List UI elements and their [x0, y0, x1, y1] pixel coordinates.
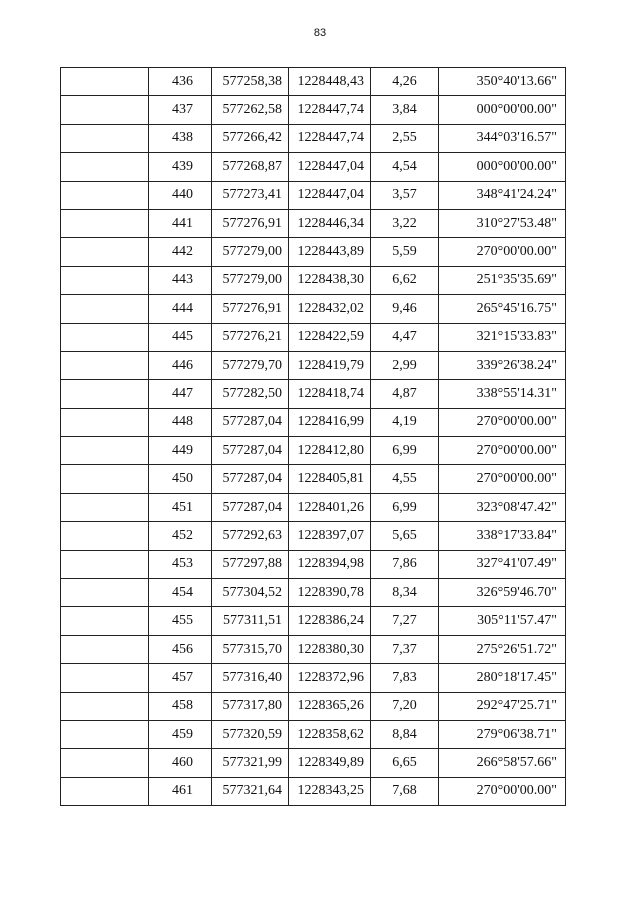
direction-angle-cell: 251°35'35.69" — [439, 266, 566, 294]
point-number-cell: 453 — [149, 550, 212, 578]
y-coordinate-cell: 1228447,04 — [289, 181, 371, 209]
blank-cell — [61, 266, 149, 294]
table-row — [61, 181, 566, 209]
direction-angle-cell: 348°41'24.24" — [439, 181, 566, 209]
page-number: 83 — [313, 27, 327, 39]
blank-cell — [61, 153, 149, 181]
x-coordinate-cell: 577268,87 — [212, 153, 289, 181]
x-coordinate-cell: 577258,38 — [212, 68, 289, 96]
distance-cell: 5,59 — [371, 238, 439, 266]
direction-angle-cell: 000°00'00.00" — [439, 153, 566, 181]
direction-angle-cell: 326°59'46.70" — [439, 579, 566, 607]
x-coordinate-cell: 577276,21 — [212, 323, 289, 351]
blank-cell — [61, 522, 149, 550]
distance-cell: 4,26 — [371, 68, 439, 96]
x-coordinate-cell: 577317,80 — [212, 692, 289, 720]
y-coordinate-cell: 1228380,30 — [289, 635, 371, 663]
table-row — [61, 153, 566, 181]
x-coordinate-cell: 577279,70 — [212, 351, 289, 379]
table-row — [61, 777, 566, 805]
blank-cell — [61, 295, 149, 323]
point-number-cell: 454 — [149, 579, 212, 607]
distance-cell: 3,57 — [371, 181, 439, 209]
direction-angle-cell: 310°27'53.48" — [439, 209, 566, 237]
point-number-cell: 449 — [149, 437, 212, 465]
y-coordinate-cell: 1228401,26 — [289, 493, 371, 521]
direction-angle-cell: 338°17'33.84" — [439, 522, 566, 550]
distance-cell: 4,55 — [371, 465, 439, 493]
table-row — [61, 437, 566, 465]
blank-cell — [61, 96, 149, 124]
x-coordinate-cell: 577276,91 — [212, 295, 289, 323]
y-coordinate-cell: 1228447,04 — [289, 153, 371, 181]
blank-cell — [61, 579, 149, 607]
y-coordinate-cell: 1228412,80 — [289, 437, 371, 465]
distance-cell: 8,84 — [371, 720, 439, 748]
x-coordinate-cell: 577279,00 — [212, 238, 289, 266]
x-coordinate-cell: 577321,99 — [212, 749, 289, 777]
distance-cell: 2,99 — [371, 351, 439, 379]
distance-cell: 7,27 — [371, 607, 439, 635]
point-number-cell: 458 — [149, 692, 212, 720]
point-number-cell: 437 — [149, 96, 212, 124]
direction-angle-cell: 266°58'57.66" — [439, 749, 566, 777]
x-coordinate-cell: 577297,88 — [212, 550, 289, 578]
distance-cell: 4,19 — [371, 408, 439, 436]
direction-angle-cell: 279°06'38.71" — [439, 720, 566, 748]
y-coordinate-cell: 1228372,96 — [289, 664, 371, 692]
point-number-cell: 441 — [149, 209, 212, 237]
x-coordinate-cell: 577320,59 — [212, 720, 289, 748]
blank-cell — [61, 664, 149, 692]
blank-cell — [61, 749, 149, 777]
x-coordinate-cell: 577266,42 — [212, 124, 289, 152]
direction-angle-cell: 270°00'00.00" — [439, 777, 566, 805]
point-number-cell: 457 — [149, 664, 212, 692]
x-coordinate-cell: 577304,52 — [212, 579, 289, 607]
distance-cell: 8,34 — [371, 579, 439, 607]
y-coordinate-cell: 1228422,59 — [289, 323, 371, 351]
table-row — [61, 522, 566, 550]
x-coordinate-cell: 577273,41 — [212, 181, 289, 209]
distance-cell: 3,22 — [371, 209, 439, 237]
blank-cell — [61, 777, 149, 805]
point-number-cell: 444 — [149, 295, 212, 323]
y-coordinate-cell: 1228386,24 — [289, 607, 371, 635]
distance-cell: 7,86 — [371, 550, 439, 578]
x-coordinate-cell: 577287,04 — [212, 437, 289, 465]
point-number-cell: 452 — [149, 522, 212, 550]
direction-angle-cell: 305°11'57.47" — [439, 607, 566, 635]
direction-angle-cell: 275°26'51.72" — [439, 635, 566, 663]
table-row — [61, 493, 566, 521]
y-coordinate-cell: 1228447,74 — [289, 124, 371, 152]
direction-angle-cell: 339°26'38.24" — [439, 351, 566, 379]
distance-cell: 9,46 — [371, 295, 439, 323]
table-row — [61, 124, 566, 152]
distance-cell: 2,55 — [371, 124, 439, 152]
direction-angle-cell: 292°47'25.71" — [439, 692, 566, 720]
blank-cell — [61, 408, 149, 436]
blank-cell — [61, 493, 149, 521]
distance-cell: 4,47 — [371, 323, 439, 351]
direction-angle-cell: 280°18'17.45" — [439, 664, 566, 692]
table-row — [61, 720, 566, 748]
distance-cell: 6,65 — [371, 749, 439, 777]
y-coordinate-cell: 1228416,99 — [289, 408, 371, 436]
y-coordinate-cell: 1228447,74 — [289, 96, 371, 124]
table-row — [61, 295, 566, 323]
table-row — [61, 692, 566, 720]
y-coordinate-cell: 1228448,43 — [289, 68, 371, 96]
x-coordinate-cell: 577282,50 — [212, 380, 289, 408]
blank-cell — [61, 68, 149, 96]
y-coordinate-cell: 1228349,89 — [289, 749, 371, 777]
distance-cell: 6,99 — [371, 493, 439, 521]
direction-angle-cell: 344°03'16.57" — [439, 124, 566, 152]
direction-angle-cell: 323°08'47.42" — [439, 493, 566, 521]
point-number-cell: 459 — [149, 720, 212, 748]
direction-angle-cell: 270°00'00.00" — [439, 238, 566, 266]
point-number-cell: 455 — [149, 607, 212, 635]
table-row — [61, 607, 566, 635]
x-coordinate-cell: 577315,70 — [212, 635, 289, 663]
direction-angle-cell: 265°45'16.75" — [439, 295, 566, 323]
blank-cell — [61, 380, 149, 408]
x-coordinate-cell: 577287,04 — [212, 493, 289, 521]
table-row — [61, 96, 566, 124]
direction-angle-cell: 321°15'33.83" — [439, 323, 566, 351]
x-coordinate-cell: 577316,40 — [212, 664, 289, 692]
table-row — [61, 408, 566, 436]
blank-cell — [61, 209, 149, 237]
y-coordinate-cell: 1228365,26 — [289, 692, 371, 720]
distance-cell: 4,54 — [371, 153, 439, 181]
blank-cell — [61, 323, 149, 351]
distance-cell: 5,65 — [371, 522, 439, 550]
blank-cell — [61, 181, 149, 209]
point-number-cell: 446 — [149, 351, 212, 379]
distance-cell: 7,37 — [371, 635, 439, 663]
table-row — [61, 266, 566, 294]
point-number-cell: 451 — [149, 493, 212, 521]
distance-cell: 6,62 — [371, 266, 439, 294]
table-row — [61, 664, 566, 692]
y-coordinate-cell: 1228397,07 — [289, 522, 371, 550]
distance-cell: 3,84 — [371, 96, 439, 124]
table-row — [61, 465, 566, 493]
blank-cell — [61, 238, 149, 266]
x-coordinate-cell: 577279,00 — [212, 266, 289, 294]
table-row — [61, 209, 566, 237]
point-number-cell: 447 — [149, 380, 212, 408]
table-row — [61, 351, 566, 379]
distance-cell: 6,99 — [371, 437, 439, 465]
y-coordinate-cell: 1228418,74 — [289, 380, 371, 408]
blank-cell — [61, 692, 149, 720]
distance-cell: 7,83 — [371, 664, 439, 692]
point-number-cell: 460 — [149, 749, 212, 777]
x-coordinate-cell: 577262,58 — [212, 96, 289, 124]
y-coordinate-cell: 1228390,78 — [289, 579, 371, 607]
blank-cell — [61, 550, 149, 578]
y-coordinate-cell: 1228438,30 — [289, 266, 371, 294]
distance-cell: 7,20 — [371, 692, 439, 720]
table-row — [61, 579, 566, 607]
y-coordinate-cell: 1228419,79 — [289, 351, 371, 379]
direction-angle-cell: 338°55'14.31" — [439, 380, 566, 408]
distance-cell: 7,68 — [371, 777, 439, 805]
blank-cell — [61, 635, 149, 663]
table-row — [61, 238, 566, 266]
direction-angle-cell: 350°40'13.66" — [439, 68, 566, 96]
coordinates-table — [60, 67, 566, 806]
table-body — [61, 68, 566, 806]
x-coordinate-cell: 577276,91 — [212, 209, 289, 237]
point-number-cell: 442 — [149, 238, 212, 266]
blank-cell — [61, 437, 149, 465]
blank-cell — [61, 607, 149, 635]
point-number-cell: 445 — [149, 323, 212, 351]
x-coordinate-cell: 577287,04 — [212, 408, 289, 436]
point-number-cell: 450 — [149, 465, 212, 493]
table-row — [61, 550, 566, 578]
point-number-cell: 440 — [149, 181, 212, 209]
table-row — [61, 749, 566, 777]
point-number-cell: 456 — [149, 635, 212, 663]
direction-angle-cell: 327°41'07.49" — [439, 550, 566, 578]
y-coordinate-cell: 1228446,34 — [289, 209, 371, 237]
blank-cell — [61, 351, 149, 379]
x-coordinate-cell: 577321,64 — [212, 777, 289, 805]
y-coordinate-cell: 1228443,89 — [289, 238, 371, 266]
x-coordinate-cell: 577292,63 — [212, 522, 289, 550]
point-number-cell: 443 — [149, 266, 212, 294]
x-coordinate-cell: 577287,04 — [212, 465, 289, 493]
y-coordinate-cell: 1228405,81 — [289, 465, 371, 493]
direction-angle-cell: 270°00'00.00" — [439, 465, 566, 493]
point-number-cell: 436 — [149, 68, 212, 96]
direction-angle-cell: 270°00'00.00" — [439, 437, 566, 465]
blank-cell — [61, 465, 149, 493]
distance-cell: 4,87 — [371, 380, 439, 408]
point-number-cell: 439 — [149, 153, 212, 181]
table-row — [61, 635, 566, 663]
direction-angle-cell: 270°00'00.00" — [439, 408, 566, 436]
point-number-cell: 448 — [149, 408, 212, 436]
direction-angle-cell: 000°00'00.00" — [439, 96, 566, 124]
y-coordinate-cell: 1228343,25 — [289, 777, 371, 805]
table-row — [61, 323, 566, 351]
point-number-cell: 438 — [149, 124, 212, 152]
y-coordinate-cell: 1228358,62 — [289, 720, 371, 748]
y-coordinate-cell: 1228432,02 — [289, 295, 371, 323]
blank-cell — [61, 124, 149, 152]
blank-cell — [61, 720, 149, 748]
table-row — [61, 68, 566, 96]
point-number-cell: 461 — [149, 777, 212, 805]
table-row — [61, 380, 566, 408]
y-coordinate-cell: 1228394,98 — [289, 550, 371, 578]
x-coordinate-cell: 577311,51 — [212, 607, 289, 635]
